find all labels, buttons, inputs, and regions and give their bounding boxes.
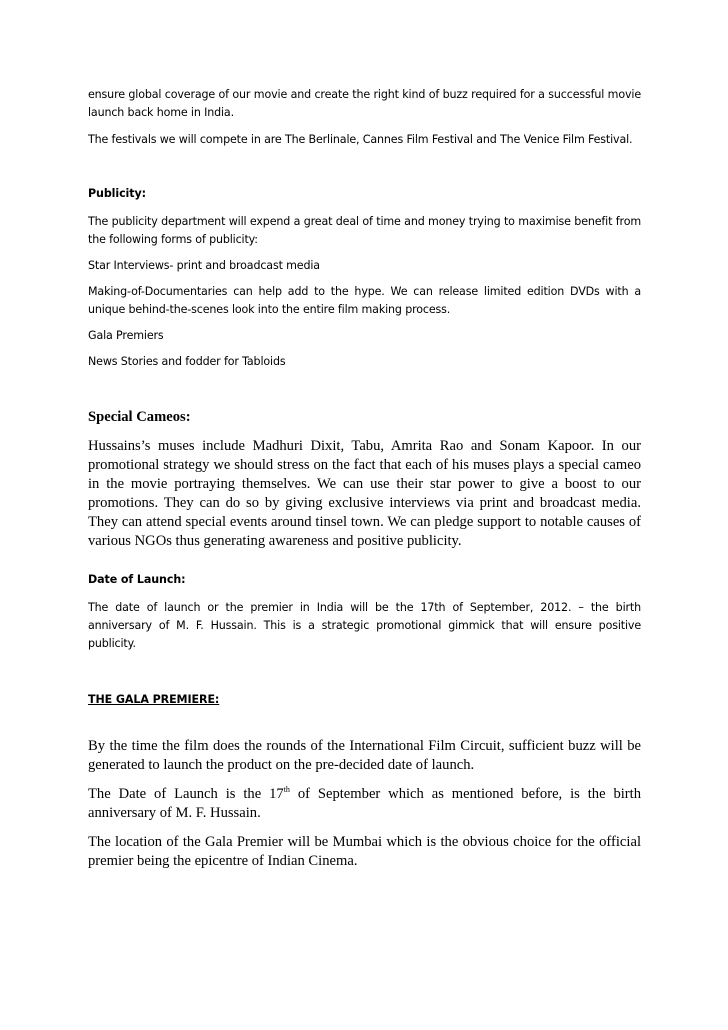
publicity-intro: The publicity department will expend a great deal of time and money trying to maximise benefit from the following forms of publicity:	[88, 215, 641, 246]
gala-paragraph: By the time the film does the rounds of the International Film Circuit, sufficient buzz will be generated to launch the product on the pre-decided date of launch.	[88, 738, 641, 773]
gala-date-text-rest: of September which as mentioned before, is the birth anniversary of M. F. Hussain.	[88, 786, 642, 821]
gala-date-text: The Date of Launch is the 17	[88, 786, 284, 802]
publicity-heading: Publicity:	[88, 187, 146, 200]
launch-body: The date of launch or the premier in India will be the 17th of September, 2012. – the birth anniversary of M. F. Hussain. This is a strategic promotional gimmick that will ensure positive publicity.	[88, 601, 641, 650]
publicity-item: Star Interviews- print and broadcast media	[88, 259, 320, 272]
cameos-heading: Special Cameos:	[88, 409, 191, 425]
publicity-item: News Stories and fodder for Tabloids	[88, 355, 286, 368]
gala-date-superscript: th	[283, 785, 290, 795]
festivals-continuation: ensure global coverage of our movie and create the right kind of buzz required for a successful movie launch back home in India.	[88, 88, 641, 119]
gala-paragraph-date	[88, 785, 641, 823]
launch-heading: Date of Launch:	[88, 573, 186, 586]
publicity-item: Gala Premiers	[88, 329, 164, 342]
publicity-item: Making-of-Documentaries can help add to the hype. We can release limited edition DVDs with a unique behind-the-scenes look into the entire film making process.	[88, 285, 641, 316]
gala-paragraph: The location of the Gala Premier will be Mumbai which is the obvious choice for the official premier being the epicentre of Indian Cinema.	[88, 834, 641, 869]
gala-heading: THE GALA PREMIERE:	[88, 693, 220, 706]
document-page	[88, 86, 641, 871]
festivals-list: The festivals we will compete in are The Berlinale, Cannes Film Festival and The Venice Film Festival.	[88, 133, 633, 146]
cameos-body: Hussains’s muses include Madhuri Dixit, Tabu, Amrita Rao and Sonam Kapoor. In our promotional strategy we should stress on the fact that each of his muses plays a special cameo in the movie portraying themselves. We can use their star power to give a boost to our promotions. They can do so by giving exclusive interviews via print and broadcast media. They can attend special events around tinsel town. We can pledge support to notable causes of various NGOs thus generating awareness and positive publicity.	[88, 438, 641, 549]
